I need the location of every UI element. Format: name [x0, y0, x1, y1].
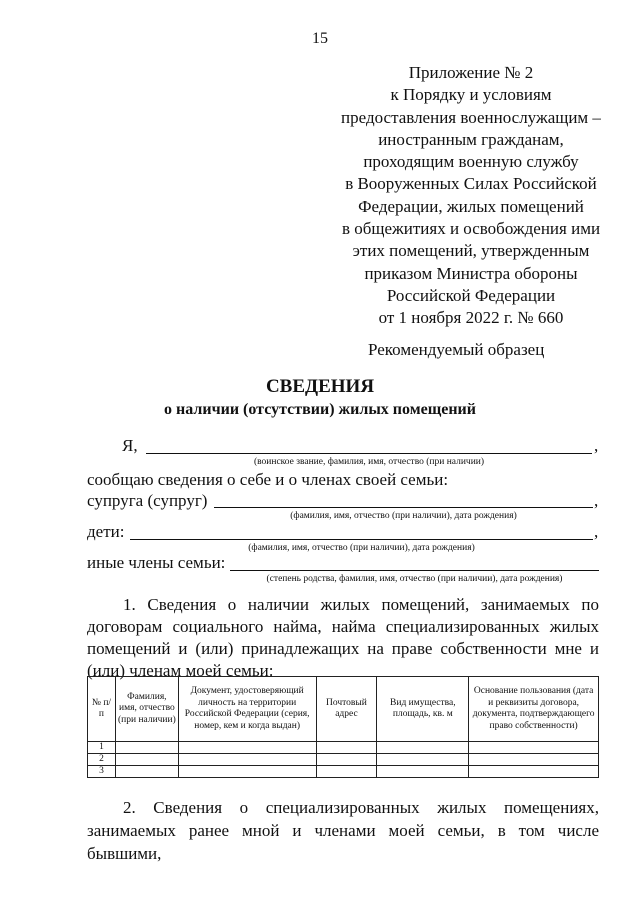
table-cell[interactable] — [469, 742, 599, 754]
header-identity-document: Документ, удостоверяющий личность на территории Российской Федерации (серия, номер, кем и когда выдан) — [178, 677, 316, 742]
appendix-line: Федерации, жилых помещений — [358, 196, 584, 216]
table-cell[interactable] — [115, 754, 178, 766]
table-row — [88, 742, 599, 754]
report-text: сообщаю сведения о себе и о членах своей семьи: — [87, 470, 449, 489]
table-cell[interactable] — [316, 754, 377, 766]
sample-label: Рекомендуемый образец — [368, 340, 545, 359]
header-postal-address: Почтовый адрес — [316, 677, 377, 742]
children-field-line[interactable] — [130, 539, 593, 540]
others-caption: (степень родства, фамилия, имя, отчество (при наличии), дата рождения) — [266, 574, 563, 584]
table-header-row — [88, 677, 599, 742]
table-cell[interactable] — [316, 766, 377, 778]
others-field-line[interactable] — [230, 570, 599, 571]
children-label: дети: — [87, 522, 125, 541]
ya-label: Я, — [122, 436, 138, 455]
ya-comma: , — [594, 436, 599, 455]
row-number: 1 — [88, 742, 116, 754]
table-cell[interactable] — [316, 742, 377, 754]
appendix-line: приказом Министра обороны — [364, 263, 578, 283]
appendix-line: Приложение № 2 — [408, 63, 534, 82]
appendix-line: иностранным гражданам, — [378, 129, 564, 149]
table-cell[interactable] — [115, 742, 178, 754]
appendix-line: Российской Федерации — [386, 285, 556, 305]
appendix-line: в общежитиях и освобождения ими — [341, 219, 601, 239]
table-cell[interactable] — [469, 754, 599, 766]
section-2-text: 2. Сведения о специализированных жилых помещениях, занимаемых ранее мной и членами моей семьи, в том числе бывшими, — [87, 798, 599, 863]
spouse-comma: , — [594, 491, 599, 510]
appendix-line: проходящим военную службу — [363, 152, 579, 172]
page-number: 15 — [312, 30, 328, 47]
appendix-line: к Порядку и условиям — [390, 85, 552, 105]
spouse-label: супруга (супруг) — [87, 491, 208, 510]
spouse-field-line[interactable] — [214, 507, 593, 508]
row-number: 3 — [88, 766, 116, 778]
document-title: СВЕДЕНИЯ — [265, 376, 375, 397]
row-number: 2 — [88, 754, 116, 766]
table-cell[interactable] — [377, 766, 469, 778]
table-cell[interactable] — [115, 766, 178, 778]
others-label: иные члены семьи: — [87, 553, 226, 572]
appendix-line: предоставления военнослужащим – — [341, 107, 601, 127]
header-full-name: Фамилия, имя, отчество (при наличии) — [115, 677, 178, 742]
table-cell[interactable] — [469, 766, 599, 778]
appendix-line: от 1 ноября 2022 г. № 660 — [378, 308, 564, 328]
header-number: № п/п — [88, 677, 116, 742]
section-1-text: 1. Сведения о наличии жилых помещений, занимаемых по договорам социального найма, найма специализированных жилых помещений и (или) принадлежащих на праве собственности мне и (или) членам моей семьи: — [87, 595, 599, 680]
header-property-type: Вид имущества, площадь, кв. м — [377, 677, 469, 742]
appendix-line: в Вооруженных Силах Российской — [345, 174, 597, 194]
document-subtitle: о наличии (отсутствии) жилых помещений — [164, 401, 476, 418]
appendix-header — [320, 62, 622, 330]
table-cell[interactable] — [377, 742, 469, 754]
children-caption: (фамилия, имя, отчество (при наличии), дата рождения) — [248, 543, 475, 553]
table-cell[interactable] — [377, 754, 469, 766]
table-cell[interactable] — [178, 766, 316, 778]
housing-table — [87, 676, 599, 778]
ya-field-line[interactable] — [146, 453, 592, 454]
children-comma: , — [594, 522, 599, 541]
table-row — [88, 766, 599, 778]
table-row — [88, 754, 599, 766]
header-basis-of-use: Основание пользования (дата и реквизиты договора, документа, подтверждающего право собственности) — [469, 677, 599, 742]
appendix-line: этих помещений, утвержденным — [352, 241, 590, 261]
table-cell[interactable] — [178, 754, 316, 766]
table-cell[interactable] — [178, 742, 316, 754]
ya-caption: (воинское звание, фамилия, имя, отчество (при наличии) — [253, 457, 485, 467]
spouse-caption: (фамилия, имя, отчество (при наличии), дата рождения) — [290, 511, 517, 521]
